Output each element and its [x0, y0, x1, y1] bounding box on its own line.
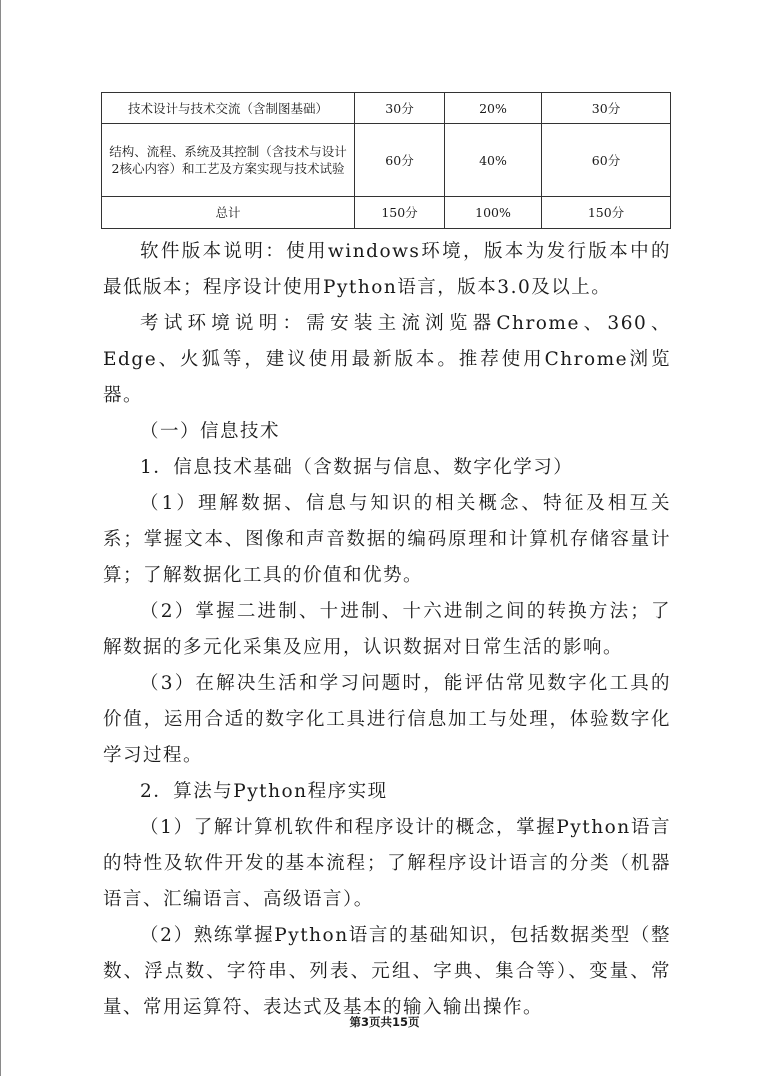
- table-row: [102, 124, 671, 197]
- list-item: （1）了解计算机软件和程序设计的概念，掌握Python语言的特性及软件开发的基本流程；了解程序设计语言的分类（机器语言、汇编语言、高级语言）。: [103, 817, 671, 910]
- table-cell: 20%: [445, 93, 542, 124]
- table-cell: 150分: [355, 197, 445, 229]
- score-table: [101, 92, 671, 229]
- section-heading: （一）信息技术: [140, 421, 281, 442]
- subsection-heading: 1．信息技术基础（含数据与信息、数字化学习）: [140, 457, 574, 478]
- page-left-edge: [0, 0, 1, 1076]
- list-item: （2）熟练掌握Python语言的基础知识，包括数据类型（整数、浮点数、字符串、列表、元组、字典、集合等）、变量、常量、常用运算符、表达式及基本的输入输出操作。: [103, 925, 671, 1018]
- table-cell: 60分: [355, 124, 445, 197]
- table-cell: 结构、流程、系统及其控制（含技术与设计2核心内容）和工艺及方案实现与技术试验: [102, 124, 355, 197]
- paragraph-software-version: 软件版本说明：使用windows环境，版本为发行版本中的最低版本；程序设计使用Python语言，版本3.0及以上。: [103, 241, 671, 298]
- list-item: （1）理解数据、信息与知识的相关概念、特征及相互关系；掌握文本、图像和声音数据的编码原理和计算机存储容量计算；了解数据化工具的价值和优势。: [103, 493, 671, 586]
- table-row: [102, 93, 671, 124]
- document-body: [103, 234, 671, 1026]
- table-cell: 技术设计与技术交流（含制图基础）: [102, 93, 355, 124]
- table-cell: 30分: [542, 93, 671, 124]
- paragraph-exam-environment: 考试环境说明：需安装主流浏览器Chrome、360、Edge、火狐等，建议使用最新版本。推荐使用Chrome浏览器。: [103, 313, 671, 406]
- table-cell: 30分: [355, 93, 445, 124]
- table-row: [102, 197, 671, 229]
- table-cell: 总计: [102, 197, 355, 229]
- table-cell: 100%: [445, 197, 542, 229]
- list-item: （3）在解决生活和学习问题时，能评估常见数字化工具的价值，运用合适的数字化工具进行信息加工与处理，体验数字化学习过程。: [103, 673, 671, 766]
- list-item: （2）掌握二进制、十进制、十六进制之间的转换方法；了解数据的多元化采集及应用，认识数据对日常生活的影响。: [103, 601, 671, 658]
- page-number-footer: 第3页共15页: [349, 1015, 420, 1029]
- subsection-heading: 2．算法与Python程序实现: [140, 781, 388, 802]
- table-cell: 60分: [542, 124, 671, 197]
- table-cell: 150分: [542, 197, 671, 229]
- table-cell: 40%: [445, 124, 542, 197]
